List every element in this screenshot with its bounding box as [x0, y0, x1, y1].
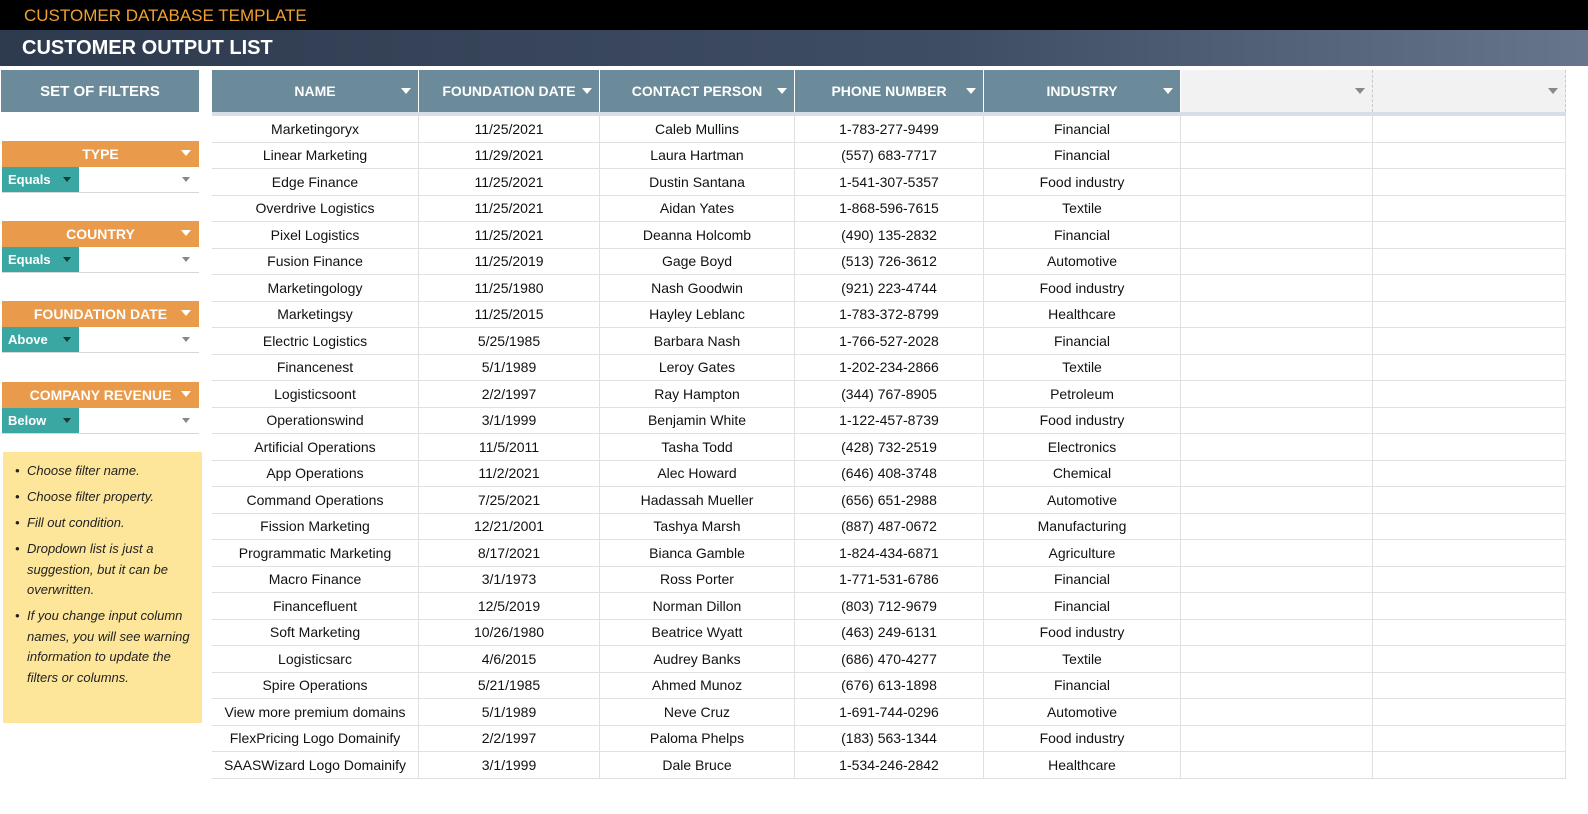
note-item: • Choose filter property.: [15, 487, 194, 508]
cell-contact-person[interactable]: Audrey Banks: [600, 646, 795, 672]
cell-phone-number[interactable]: 1-771-531-6786: [795, 567, 984, 593]
cell-phone-number[interactable]: (490) 135-2832: [795, 222, 984, 248]
cell-foundation-date[interactable]: 5/21/1985: [419, 673, 600, 699]
cell-empty[interactable]: [1181, 169, 1373, 195]
cell-empty[interactable]: [1181, 116, 1373, 142]
cell-name[interactable]: Overdrive Logistics: [212, 196, 419, 222]
table-row: [212, 593, 1566, 620]
cell-contact-person[interactable]: Hayley Leblanc: [600, 302, 795, 328]
filter-dropdown-icon[interactable]: [777, 88, 787, 94]
cell-industry[interactable]: Automotive: [984, 699, 1181, 725]
cell-foundation-date[interactable]: 10/26/1980: [419, 620, 600, 646]
cell-empty[interactable]: [1373, 726, 1566, 752]
cell-empty[interactable]: [1181, 540, 1373, 566]
cell-contact-person[interactable]: Barbara Nash: [600, 328, 795, 354]
filter-operator-dropdown[interactable]: [2, 167, 79, 192]
cell-industry[interactable]: Food industry: [984, 726, 1181, 752]
cell-empty[interactable]: [1373, 620, 1566, 646]
cell-name[interactable]: Marketingoryx: [212, 116, 419, 142]
cell-industry[interactable]: Automotive: [984, 487, 1181, 513]
cell-industry[interactable]: Food industry: [984, 408, 1181, 434]
cell-empty[interactable]: [1373, 461, 1566, 487]
cell-industry[interactable]: Food industry: [984, 620, 1181, 646]
cell-foundation-date[interactable]: 11/25/2021: [419, 169, 600, 195]
cell-phone-number[interactable]: (676) 613-1898: [795, 673, 984, 699]
cell-industry[interactable]: Healthcare: [984, 752, 1181, 778]
cell-industry[interactable]: Financial: [984, 116, 1181, 142]
filter-dropdown-icon[interactable]: [582, 88, 592, 94]
table-row: [212, 169, 1566, 196]
dropdown-arrow-icon[interactable]: [182, 177, 190, 182]
cell-contact-person[interactable]: Caleb Mullins: [600, 116, 795, 142]
cell-empty[interactable]: [1373, 646, 1566, 672]
cell-empty[interactable]: [1373, 699, 1566, 725]
cell-empty[interactable]: [1373, 328, 1566, 354]
filter-name-dropdown[interactable]: [2, 141, 199, 167]
cell-industry[interactable]: Textile: [984, 196, 1181, 222]
cell-empty[interactable]: [1373, 540, 1566, 566]
cell-name[interactable]: Programmatic Marketing: [212, 540, 419, 566]
cell-phone-number[interactable]: (428) 732-2519: [795, 434, 984, 460]
filter-value-input[interactable]: [79, 327, 199, 352]
cell-foundation-date[interactable]: 4/6/2015: [419, 646, 600, 672]
cell-name[interactable]: Marketingology: [212, 275, 419, 301]
filters-header: SET OF FILTERS: [1, 70, 199, 112]
title-bar: [0, 30, 1588, 66]
cell-empty[interactable]: [1181, 673, 1373, 699]
cell-name[interactable]: Macro Finance: [212, 567, 419, 593]
cell-empty[interactable]: [1181, 514, 1373, 540]
table-header: [212, 70, 1566, 112]
cell-phone-number[interactable]: (803) 712-9679: [795, 593, 984, 619]
cell-foundation-date[interactable]: 5/1/1989: [419, 355, 600, 381]
cell-empty[interactable]: [1373, 169, 1566, 195]
cell-empty[interactable]: [1373, 275, 1566, 301]
cell-foundation-date[interactable]: 11/25/2021: [419, 196, 600, 222]
cell-empty[interactable]: [1181, 328, 1373, 354]
top-bar: [0, 0, 1588, 30]
cell-empty[interactable]: [1373, 487, 1566, 513]
cell-empty[interactable]: [1181, 143, 1373, 169]
cell-empty[interactable]: [1181, 699, 1373, 725]
filter-dropdown-icon[interactable]: [401, 88, 411, 94]
cell-empty[interactable]: [1181, 222, 1373, 248]
filter-type: [2, 141, 199, 193]
table-row: [212, 673, 1566, 700]
column-header-name[interactable]: NAME: [212, 70, 419, 112]
cell-empty[interactable]: [1181, 461, 1373, 487]
cell-phone-number[interactable]: (921) 223-4744: [795, 275, 984, 301]
column-header-phone-number[interactable]: PHONE NUMBER: [795, 70, 984, 112]
cell-phone-number[interactable]: 1-691-744-0296: [795, 699, 984, 725]
cell-name[interactable]: FlexPricing Logo Domainify: [212, 726, 419, 752]
filter-value-input[interactable]: [79, 247, 199, 272]
cell-foundation-date[interactable]: 11/25/2021: [419, 222, 600, 248]
cell-empty[interactable]: [1373, 567, 1566, 593]
column-header-contact-person[interactable]: CONTACT PERSON: [600, 70, 795, 112]
cell-empty[interactable]: [1181, 567, 1373, 593]
cell-industry[interactable]: Financial: [984, 143, 1181, 169]
cell-phone-number[interactable]: 1-824-434-6871: [795, 540, 984, 566]
filter-name-label: TYPE: [82, 146, 119, 162]
cell-empty[interactable]: [1373, 116, 1566, 142]
column-header-blank[interactable]: [1181, 70, 1373, 112]
cell-foundation-date[interactable]: 11/25/2015: [419, 302, 600, 328]
cell-foundation-date[interactable]: 11/29/2021: [419, 143, 600, 169]
cell-empty[interactable]: [1373, 302, 1566, 328]
cell-industry[interactable]: Financial: [984, 673, 1181, 699]
cell-industry[interactable]: Food industry: [984, 275, 1181, 301]
table-row: [212, 752, 1566, 779]
cell-empty[interactable]: [1373, 673, 1566, 699]
cell-empty[interactable]: [1373, 408, 1566, 434]
cell-name[interactable]: Financefluent: [212, 593, 419, 619]
cell-foundation-date[interactable]: 11/25/1980: [419, 275, 600, 301]
table-body: [212, 116, 1566, 779]
column-header-foundation-date[interactable]: FOUNDATION DATE: [419, 70, 600, 112]
dropdown-arrow-icon[interactable]: [63, 337, 71, 342]
cell-empty[interactable]: [1373, 593, 1566, 619]
cell-contact-person[interactable]: Tashya Marsh: [600, 514, 795, 540]
cell-empty[interactable]: [1181, 408, 1373, 434]
cell-foundation-date[interactable]: 2/2/1997: [419, 726, 600, 752]
cell-name[interactable]: Artificial Operations: [212, 434, 419, 460]
filter-dropdown-icon[interactable]: [1355, 88, 1365, 94]
cell-name[interactable]: Operationswind: [212, 408, 419, 434]
cell-foundation-date[interactable]: 12/21/2001: [419, 514, 600, 540]
cell-foundation-date[interactable]: 11/25/2019: [419, 249, 600, 275]
cell-foundation-date[interactable]: 5/1/1989: [419, 699, 600, 725]
cell-contact-person[interactable]: Dale Bruce: [600, 752, 795, 778]
cell-contact-person[interactable]: Norman Dillon: [600, 593, 795, 619]
cell-empty[interactable]: [1373, 514, 1566, 540]
table-row: [212, 620, 1566, 647]
cell-contact-person[interactable]: Nash Goodwin: [600, 275, 795, 301]
cell-industry[interactable]: Financial: [984, 222, 1181, 248]
cell-contact-person[interactable]: Ray Hampton: [600, 381, 795, 407]
cell-contact-person[interactable]: Laura Hartman: [600, 143, 795, 169]
cell-phone-number[interactable]: (656) 651-2988: [795, 487, 984, 513]
cell-contact-person[interactable]: Paloma Phelps: [600, 726, 795, 752]
table-row: [212, 222, 1566, 249]
filter-foundation-date: [2, 301, 199, 353]
cell-phone-number[interactable]: 1-122-457-8739: [795, 408, 984, 434]
cell-contact-person[interactable]: Dustin Santana: [600, 169, 795, 195]
dropdown-arrow-icon[interactable]: [181, 150, 191, 156]
table-row: [212, 249, 1566, 276]
cell-empty[interactable]: [1373, 143, 1566, 169]
cell-foundation-date[interactable]: 3/1/1973: [419, 567, 600, 593]
dropdown-arrow-icon[interactable]: [181, 310, 191, 316]
cell-phone-number[interactable]: 1-202-234-2866: [795, 355, 984, 381]
cell-empty[interactable]: [1181, 249, 1373, 275]
cell-contact-person[interactable]: Benjamin White: [600, 408, 795, 434]
cell-industry[interactable]: Food industry: [984, 169, 1181, 195]
cell-contact-person[interactable]: Leroy Gates: [600, 355, 795, 381]
dropdown-arrow-icon[interactable]: [63, 177, 71, 182]
customer-table: [212, 70, 1566, 779]
cell-phone-number[interactable]: 1-868-596-7615: [795, 196, 984, 222]
cell-name[interactable]: Spire Operations: [212, 673, 419, 699]
cell-industry[interactable]: Textile: [984, 646, 1181, 672]
dropdown-arrow-icon[interactable]: [182, 257, 190, 262]
cell-phone-number[interactable]: 1-783-277-9499: [795, 116, 984, 142]
filter-operator-dropdown[interactable]: [2, 247, 79, 272]
cell-foundation-date[interactable]: 11/2/2021: [419, 461, 600, 487]
filter-value-input[interactable]: [79, 408, 199, 433]
cell-name[interactable]: Marketingsy: [212, 302, 419, 328]
filter-value-input[interactable]: [79, 167, 199, 192]
sheet-title: CUSTOMER OUTPUT LIST: [22, 37, 273, 59]
cell-foundation-date[interactable]: 3/1/1999: [419, 752, 600, 778]
cell-contact-person[interactable]: Hadassah Mueller: [600, 487, 795, 513]
cell-phone-number[interactable]: 1-541-307-5357: [795, 169, 984, 195]
cell-industry[interactable]: Manufacturing: [984, 514, 1181, 540]
cell-name[interactable]: Logisticsoont: [212, 381, 419, 407]
cell-foundation-date[interactable]: 11/25/2021: [419, 116, 600, 142]
dropdown-arrow-icon[interactable]: [182, 337, 190, 342]
column-header-industry[interactable]: INDUSTRY: [984, 70, 1181, 112]
cell-name[interactable]: Fission Marketing: [212, 514, 419, 540]
cell-industry[interactable]: Automotive: [984, 249, 1181, 275]
cell-phone-number[interactable]: 1-783-372-8799: [795, 302, 984, 328]
dropdown-arrow-icon[interactable]: [181, 230, 191, 236]
dropdown-arrow-icon[interactable]: [63, 257, 71, 262]
instructions-note: [3, 452, 202, 723]
note-item: • If you change input column names, you will see warning information to update the filters or columns.: [15, 606, 194, 688]
cell-name[interactable]: Fusion Finance: [212, 249, 419, 275]
table-row: [212, 408, 1566, 435]
cell-contact-person[interactable]: Alec Howard: [600, 461, 795, 487]
table-row: [212, 461, 1566, 488]
table-row: [212, 275, 1566, 302]
cell-empty[interactable]: [1373, 222, 1566, 248]
column-header-blank[interactable]: [1373, 70, 1566, 112]
cell-name[interactable]: View more premium domains: [212, 699, 419, 725]
cell-empty[interactable]: [1373, 196, 1566, 222]
cell-phone-number[interactable]: (463) 249-6131: [795, 620, 984, 646]
table-row: [212, 143, 1566, 170]
cell-phone-number[interactable]: (646) 408-3748: [795, 461, 984, 487]
filter-operator-label: Below: [8, 413, 47, 428]
filter-name-label: COMPANY REVENUE: [29, 387, 172, 403]
cell-empty[interactable]: [1373, 434, 1566, 460]
cell-empty[interactable]: [1373, 355, 1566, 381]
cell-name[interactable]: Pixel Logistics: [212, 222, 419, 248]
template-title: CUSTOMER DATABASE TEMPLATE: [24, 6, 307, 25]
filter-operator-label: Equals: [8, 252, 51, 267]
table-row: [212, 514, 1566, 541]
note-item: • Fill out condition.: [15, 513, 194, 534]
cell-contact-person[interactable]: Neve Cruz: [600, 699, 795, 725]
dropdown-arrow-icon[interactable]: [63, 418, 71, 423]
cell-empty[interactable]: [1181, 355, 1373, 381]
cell-industry[interactable]: Financial: [984, 593, 1181, 619]
table-row: [212, 567, 1566, 594]
table-row: [212, 328, 1566, 355]
cell-name[interactable]: Linear Marketing: [212, 143, 419, 169]
cell-empty[interactable]: [1181, 752, 1373, 778]
cell-empty[interactable]: [1181, 620, 1373, 646]
table-row: [212, 487, 1566, 514]
cell-phone-number[interactable]: 1-766-527-2028: [795, 328, 984, 354]
filter-operator-dropdown[interactable]: [2, 327, 79, 352]
cell-industry[interactable]: Financial: [984, 328, 1181, 354]
cell-empty[interactable]: [1373, 752, 1566, 778]
cell-empty[interactable]: [1181, 275, 1373, 301]
cell-name[interactable]: Soft Marketing: [212, 620, 419, 646]
dropdown-arrow-icon[interactable]: [181, 391, 191, 397]
filter-name-dropdown[interactable]: [2, 301, 199, 327]
cell-contact-person[interactable]: Bianca Gamble: [600, 540, 795, 566]
cell-industry[interactable]: Healthcare: [984, 302, 1181, 328]
cell-empty[interactable]: [1181, 487, 1373, 513]
cell-name[interactable]: Financenest: [212, 355, 419, 381]
filter-operator-label: Equals: [8, 172, 51, 187]
cell-name[interactable]: Edge Finance: [212, 169, 419, 195]
cell-foundation-date[interactable]: 2/2/1997: [419, 381, 600, 407]
cell-empty[interactable]: [1181, 381, 1373, 407]
filter-dropdown-icon[interactable]: [1548, 88, 1558, 94]
cell-contact-person[interactable]: Beatrice Wyatt: [600, 620, 795, 646]
cell-phone-number[interactable]: (686) 470-4277: [795, 646, 984, 672]
cell-phone-number[interactable]: (183) 563-1344: [795, 726, 984, 752]
cell-name[interactable]: Command Operations: [212, 487, 419, 513]
cell-name[interactable]: SAASWizard Logo Domainify: [212, 752, 419, 778]
cell-empty[interactable]: [1373, 249, 1566, 275]
table-row: [212, 646, 1566, 673]
table-row: [212, 434, 1566, 461]
cell-foundation-date[interactable]: 3/1/1999: [419, 408, 600, 434]
cell-foundation-date[interactable]: 8/17/2021: [419, 540, 600, 566]
cell-phone-number[interactable]: (344) 767-8905: [795, 381, 984, 407]
filter-name-label: COUNTRY: [66, 226, 135, 242]
table-row: [212, 699, 1566, 726]
cell-contact-person[interactable]: Aidan Yates: [600, 196, 795, 222]
cell-foundation-date[interactable]: 12/5/2019: [419, 593, 600, 619]
cell-contact-person[interactable]: Gage Boyd: [600, 249, 795, 275]
note-item: • Dropdown list is just a suggestion, but it can be overwritten.: [15, 539, 194, 601]
filter-name-dropdown[interactable]: [2, 221, 199, 247]
filter-name-dropdown[interactable]: [2, 382, 199, 408]
cell-empty[interactable]: [1181, 196, 1373, 222]
cell-contact-person[interactable]: Ross Porter: [600, 567, 795, 593]
table-row: [212, 116, 1566, 143]
cell-industry[interactable]: Textile: [984, 355, 1181, 381]
table-row: [212, 302, 1566, 329]
cell-name[interactable]: Electric Logistics: [212, 328, 419, 354]
cell-name[interactable]: App Operations: [212, 461, 419, 487]
cell-phone-number[interactable]: (887) 487-0672: [795, 514, 984, 540]
filter-country: [2, 221, 199, 273]
table-row: [212, 355, 1566, 382]
filter-company-revenue: [2, 382, 199, 434]
table-row: [212, 540, 1566, 567]
cell-phone-number[interactable]: (513) 726-3612: [795, 249, 984, 275]
cell-empty[interactable]: [1373, 381, 1566, 407]
cell-empty[interactable]: [1181, 726, 1373, 752]
cell-phone-number[interactable]: 1-534-246-2842: [795, 752, 984, 778]
cell-phone-number[interactable]: (557) 683-7717: [795, 143, 984, 169]
cell-empty[interactable]: [1181, 434, 1373, 460]
cell-industry[interactable]: Financial: [984, 567, 1181, 593]
cell-industry[interactable]: Petroleum: [984, 381, 1181, 407]
cell-industry[interactable]: Electronics: [984, 434, 1181, 460]
table-row: [212, 381, 1566, 408]
filter-operator-dropdown[interactable]: [2, 408, 79, 433]
filter-operator-label: Above: [8, 332, 48, 347]
cell-empty[interactable]: [1181, 593, 1373, 619]
table-row: [212, 196, 1566, 223]
cell-foundation-date[interactable]: 11/5/2011: [419, 434, 600, 460]
cell-contact-person[interactable]: Ahmed Munoz: [600, 673, 795, 699]
cell-industry[interactable]: Agriculture: [984, 540, 1181, 566]
cell-industry[interactable]: Chemical: [984, 461, 1181, 487]
cell-name[interactable]: Logisticsarc: [212, 646, 419, 672]
cell-contact-person[interactable]: Deanna Holcomb: [600, 222, 795, 248]
cell-foundation-date[interactable]: 5/25/1985: [419, 328, 600, 354]
note-item: • Choose filter name.: [15, 461, 194, 482]
table-row: [212, 726, 1566, 753]
cell-empty[interactable]: [1181, 302, 1373, 328]
filter-dropdown-icon[interactable]: [1163, 88, 1173, 94]
filter-dropdown-icon[interactable]: [966, 88, 976, 94]
filter-name-label: FOUNDATION DATE: [33, 306, 168, 322]
cell-empty[interactable]: [1181, 646, 1373, 672]
cell-foundation-date[interactable]: 7/25/2021: [419, 487, 600, 513]
cell-contact-person[interactable]: Tasha Todd: [600, 434, 795, 460]
dropdown-arrow-icon[interactable]: [182, 418, 190, 423]
